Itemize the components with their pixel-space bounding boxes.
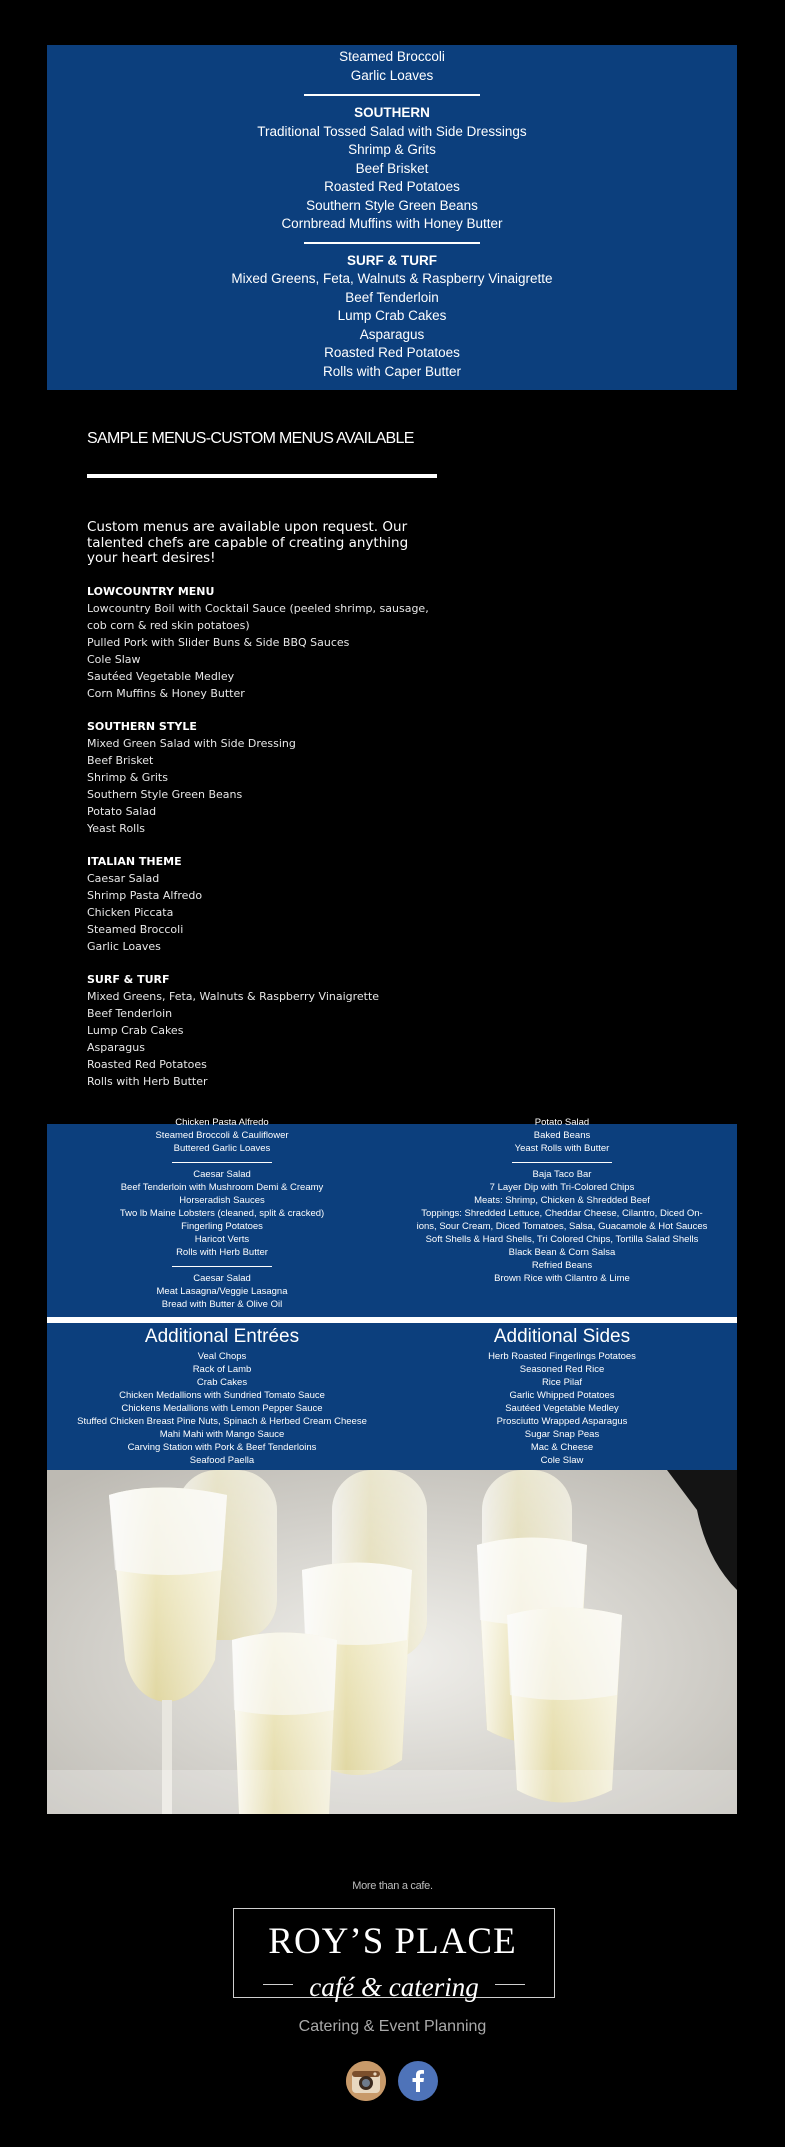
menu-item: Sautéed Vegetable Medley bbox=[87, 669, 235, 683]
menu-item: Crab Cakes bbox=[196, 1377, 248, 1388]
sample-menus-section bbox=[87, 430, 447, 1090]
strip-left-column bbox=[47, 1116, 397, 1311]
menu-item: Rice Pilaf bbox=[541, 1377, 583, 1388]
menu-item: Brown Rice with Cilantro & Lime bbox=[494, 1273, 630, 1284]
menu-item: Roasted Red Potatoes bbox=[324, 179, 460, 194]
menu-item: Potato Salad bbox=[534, 1117, 590, 1128]
menu-title: LOWCOUNTRY MENU bbox=[87, 584, 215, 598]
menu-divider bbox=[512, 1162, 612, 1163]
menu-item: Prosciutto Wrapped Asparagus bbox=[496, 1416, 628, 1427]
menu-item: Garlic Loaves bbox=[87, 939, 161, 953]
champagne-glasses-photo bbox=[47, 1470, 737, 1814]
menu-item: Stuffed Chicken Breast Pine Nuts, Spinach & Herbed Cream Cheese bbox=[77, 1416, 367, 1427]
menu-item: Chicken Medallions with Sundried Tomato Sauce bbox=[119, 1390, 325, 1401]
menu-item: ions, Sour Cream, Diced Tomatoes, Salsa, Guacamole & Hot Sauces bbox=[416, 1221, 708, 1232]
section-heading: SAMPLE MENUS-CUSTOM MENUS AVAILABLE bbox=[87, 430, 414, 447]
menu-title: SURF & TURF bbox=[87, 972, 170, 986]
menu-item: Roasted Red Potatoes bbox=[324, 345, 460, 360]
menu-item: Traditional Tossed Salad with Side Dressings bbox=[257, 123, 527, 139]
menu-item: Rolls with Caper Butter bbox=[322, 363, 462, 379]
logo-subtitle: café & catering bbox=[309, 1972, 479, 2002]
intro-items bbox=[47, 45, 737, 85]
menu-divider bbox=[304, 242, 480, 244]
menu-item: Asparagus bbox=[87, 1040, 145, 1054]
menu-item: Cole Slaw bbox=[540, 1455, 584, 1466]
menu-item: Mixed Greens, Feta, Walnuts & Raspberry Vinaigrette bbox=[231, 271, 553, 286]
menu-italian-theme bbox=[87, 853, 447, 955]
menu-item: Bread with Butter & Olive Oil bbox=[161, 1299, 283, 1310]
menu-item: Seasoned Red Rice bbox=[519, 1364, 605, 1375]
menu-item: Steamed Broccoli bbox=[87, 922, 184, 936]
tagline: More than a cafe. bbox=[352, 1880, 433, 1892]
menu-item: Rolls with Herb Butter bbox=[176, 1247, 268, 1258]
menu-item: Rack of Lamb bbox=[192, 1364, 252, 1375]
menu-item: Baked Beans bbox=[533, 1130, 591, 1141]
menu-item: Beef Tenderloin bbox=[87, 1006, 173, 1020]
menu-lowcountry bbox=[87, 583, 447, 702]
logo-rule-right bbox=[495, 1984, 525, 1985]
menu-item: Mixed Greens, Feta, Walnuts & Raspberry Vinaigrette bbox=[87, 989, 380, 1003]
instagram-glyph bbox=[346, 2061, 386, 2101]
menu-item: Refried Beans bbox=[531, 1260, 593, 1271]
menu-item: Beef Brisket bbox=[87, 753, 154, 767]
menu-item: Mixed Green Salad with Side Dressing bbox=[87, 736, 296, 750]
additional-sides bbox=[387, 1323, 737, 1467]
top-menu-card bbox=[47, 45, 737, 390]
menu-item: Beef Brisket bbox=[355, 160, 429, 176]
menu-title: ITALIAN THEME bbox=[87, 854, 182, 868]
menu-item: Meat Lasagna/Veggie Lasagna bbox=[156, 1286, 288, 1297]
menu-item: Potato Salad bbox=[87, 804, 157, 818]
menu-item: Southern Style Green Beans bbox=[87, 787, 243, 801]
menu-item: Haricot Verts bbox=[194, 1234, 250, 1245]
menu-surf-turf bbox=[87, 971, 447, 1090]
menu-item: Rolls with Herb Butter bbox=[87, 1074, 208, 1088]
menu-item: Black Bean & Corn Salsa bbox=[508, 1247, 616, 1258]
menu-item: Shrimp & Grits bbox=[87, 770, 168, 784]
menu-section-title: SOUTHERN bbox=[354, 105, 430, 120]
menu-southern-style bbox=[87, 718, 447, 837]
menu-item: Horseradish Sauces bbox=[179, 1195, 265, 1206]
event-planning-text: Catering & Event Planning bbox=[298, 2018, 487, 2035]
menu-item: Cornbread Muffins with Honey Butter bbox=[281, 216, 503, 231]
menu-item: Beef Tenderloin bbox=[345, 289, 439, 305]
menu-item: Herb Roasted Fingerlings Potatoes bbox=[488, 1351, 636, 1362]
menu-item: Asparagus bbox=[359, 326, 425, 342]
additional-menu bbox=[47, 1323, 737, 1470]
menu-item: Soft Shells & Hard Shells, Tri Colored Chips, Tortilla Salad Shells bbox=[425, 1234, 699, 1245]
facebook-glyph bbox=[398, 2061, 438, 2101]
menu-item: Shrimp & Grits bbox=[348, 142, 436, 157]
strip-right-column bbox=[387, 1116, 737, 1285]
menu-item: Yeast Rolls with Butter bbox=[514, 1143, 610, 1154]
menu-item: Veal Chops bbox=[197, 1351, 247, 1362]
menu-item: Mac & Cheese bbox=[530, 1442, 594, 1453]
menu-item: Mahi Mahi with Mango Sauce bbox=[159, 1429, 285, 1440]
sides-title: Additional Sides bbox=[493, 1326, 631, 1347]
menu-item: Meats: Shrimp, Chicken & Shredded Beef bbox=[474, 1195, 650, 1206]
menu-item: Pulled Pork with Slider Buns & Side BBQ Sauces bbox=[87, 635, 350, 649]
menu-item: Corn Muffins & Honey Butter bbox=[87, 686, 245, 700]
menu-item: Southern Style Green Beans bbox=[306, 197, 478, 213]
facebook-icon[interactable] bbox=[398, 2061, 438, 2101]
entrees-title: Additional Entrées bbox=[144, 1326, 300, 1347]
menu-item: Lump Crab Cakes bbox=[337, 308, 447, 323]
menu-item: Toppings: Shredded Lettuce, Cheddar Cheese, Cilantro, Diced On- bbox=[421, 1208, 703, 1219]
menu-item: Sugar Snap Peas bbox=[524, 1429, 600, 1440]
menu-item: Buttered Garlic Loaves bbox=[173, 1143, 271, 1154]
intro-paragraph: Custom menus are available upon request. Our talented chefs are capable of creating anything your heart desires! bbox=[87, 519, 409, 566]
menu-item: Chicken Piccata bbox=[87, 905, 174, 919]
menu-item: Two lb Maine Lobsters (cleaned, split & cracked) bbox=[119, 1208, 325, 1219]
menu-item: Fingerling Potatoes bbox=[181, 1221, 263, 1232]
menu-item: Steamed Broccoli bbox=[339, 49, 445, 64]
menu-item: Lowcountry Boil with Cocktail Sauce (peeled shrimp, sausage, cob corn & red skin potatoes) bbox=[87, 601, 429, 632]
menu-item: 7 Layer Dip with Tri-Colored Chips bbox=[489, 1182, 635, 1193]
menu-item: Chicken Pasta Alfredo bbox=[175, 1117, 269, 1128]
menu-item: Shrimp Pasta Alfredo bbox=[87, 888, 203, 902]
logo-subtitle-wrap bbox=[263, 1972, 525, 2002]
menu-item: Seafood Paella bbox=[189, 1455, 255, 1466]
menu-item: Caesar Salad bbox=[193, 1273, 251, 1284]
menu-divider bbox=[304, 94, 480, 96]
menu-item: Carving Station with Pork & Beef Tenderloins bbox=[127, 1442, 317, 1453]
menu-item: Yeast Rolls bbox=[87, 821, 146, 835]
instagram-icon[interactable] bbox=[346, 2061, 386, 2101]
menu-item: Lump Crab Cakes bbox=[87, 1023, 184, 1037]
menu-item: Baja Taco Bar bbox=[532, 1169, 592, 1180]
menu-item: Roasted Red Potatoes bbox=[87, 1057, 207, 1071]
menu-divider bbox=[172, 1266, 272, 1267]
menu-strip bbox=[47, 1117, 737, 1317]
champagne-glasses-image bbox=[47, 1470, 737, 1814]
menu-divider bbox=[172, 1162, 272, 1163]
menu-section-title: SURF & TURF bbox=[347, 252, 437, 268]
menu-item: Sautéed Vegetable Medley bbox=[505, 1403, 619, 1414]
menu-item: Cole Slaw bbox=[87, 652, 141, 666]
menu-item: Caesar Salad bbox=[87, 871, 160, 885]
menu-item: Caesar Salad bbox=[193, 1169, 251, 1180]
menu-item: Garlic Whipped Potatoes bbox=[509, 1390, 615, 1401]
heading-underline bbox=[87, 474, 437, 478]
menu-item: Steamed Broccoli & Cauliflower bbox=[155, 1130, 289, 1141]
menu-item: Beef Tenderloin with Mushroom Demi & Creamy bbox=[120, 1182, 324, 1193]
additional-entrees bbox=[47, 1323, 397, 1467]
menu-item: Garlic Loaves bbox=[350, 67, 434, 83]
menu-title: SOUTHERN STYLE bbox=[87, 719, 197, 733]
menu-item: Chickens Medallions with Lemon Pepper Sauce bbox=[121, 1403, 323, 1414]
logo-title: ROY’S PLACE bbox=[268, 1921, 517, 1962]
